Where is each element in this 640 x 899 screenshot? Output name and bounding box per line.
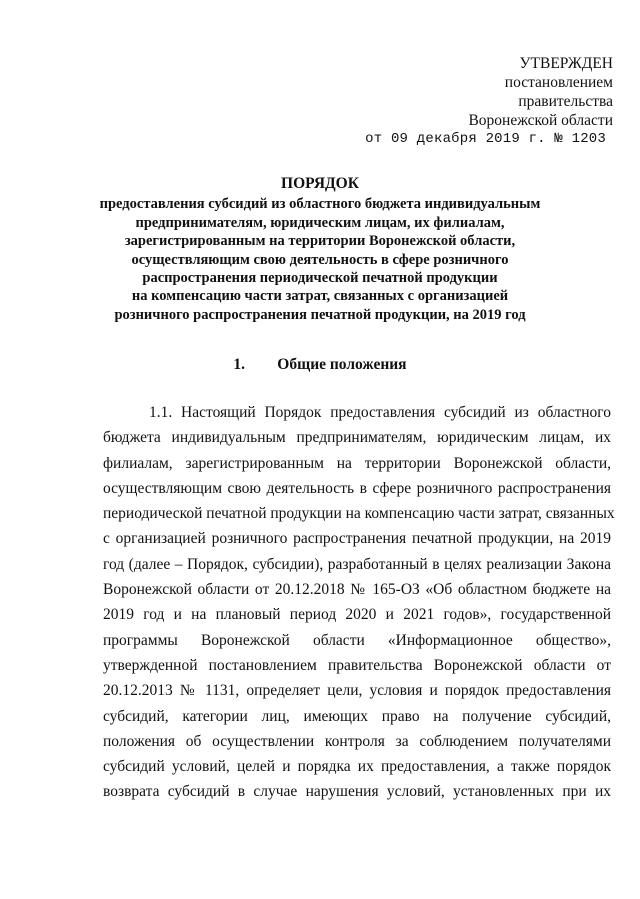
- approval-region: Воронежской области: [468, 112, 613, 129]
- document-title: [60, 175, 580, 324]
- approval-block: [365, 54, 613, 149]
- section-title: Общие положения: [277, 356, 407, 373]
- paragraph-line: субсидий условий, целей и порядка их предоставления, а также порядок: [103, 758, 611, 776]
- section-heading: [0, 356, 640, 374]
- paragraph-1-1: [103, 400, 615, 805]
- approval-doc-type: постановлением: [504, 74, 613, 91]
- approval-date-number: от 09 декабря 2019 г. № 1203: [365, 131, 606, 147]
- title-line: распространения периодической печатной продукции: [142, 270, 498, 287]
- title-line: зарегистрированным на территории Воронежской области,: [124, 233, 516, 250]
- paragraph-line: Воронежской области от 20.12.2018 № 165-ОЗ «Об областном бюджете на: [103, 581, 611, 599]
- paragraph-line: утвержденной постановлением правительства Воронежской области от: [103, 656, 611, 674]
- approval-authority: правительства: [518, 93, 613, 110]
- paragraph-line: год (далее – Порядок, субсидии), разработанный в целях реализации Закона: [103, 555, 611, 573]
- paragraph-line: филиалам, зарегистрированным на территории Воронежской области,: [103, 454, 611, 472]
- paragraph-line: периодической печатной продукции на компенсацию части затрат, связанных: [103, 505, 615, 523]
- paragraph-line: программы Воронежской области «Информационное общество»,: [103, 631, 611, 649]
- title-line: осуществляющим свою деятельность в сфере розничного: [131, 251, 509, 268]
- paragraph-line: бюджета индивидуальным предпринимателям, юридическим лицам, их: [103, 429, 611, 447]
- paragraph-line: осуществляющим свою деятельность в сфере розничного распространения: [103, 479, 611, 497]
- approval-status: УТВЕРЖДЕН: [519, 55, 613, 72]
- paragraph-line: положения об осуществлении контроля за соблюдением получателями: [103, 732, 611, 750]
- paragraph-line: 2019 год и на плановый период 2020 и 2021 годов», государственной: [103, 606, 611, 624]
- paragraph-line: с организацией розничного распространения печатной продукции, на 2019: [103, 530, 611, 548]
- title-line: розничного распространения печатной продукции, на 2019 год: [114, 306, 526, 323]
- title-main: ПОРЯДОК: [281, 175, 359, 192]
- title-line: предпринимателям, юридическим лицам, их филиалам,: [135, 214, 505, 231]
- paragraph-line: 1.1. Настоящий Порядок предоставления субсидий из областного: [149, 404, 611, 421]
- title-line: на компенсацию части затрат, связанных с организацией: [131, 288, 509, 305]
- section-number: 1.: [233, 356, 246, 373]
- paragraph-line: субсидий, категории лиц, имеющих право на получение субсидий,: [103, 707, 611, 725]
- title-line: предоставления субсидий из областного бюджета индивидуальным: [99, 196, 541, 213]
- paragraph-line: 20.12.2013 № 1131, определяет цели, условия и порядок предоставления: [103, 682, 611, 700]
- paragraph-line: возврата субсидий в случае нарушения условий, установленных при их: [103, 783, 611, 801]
